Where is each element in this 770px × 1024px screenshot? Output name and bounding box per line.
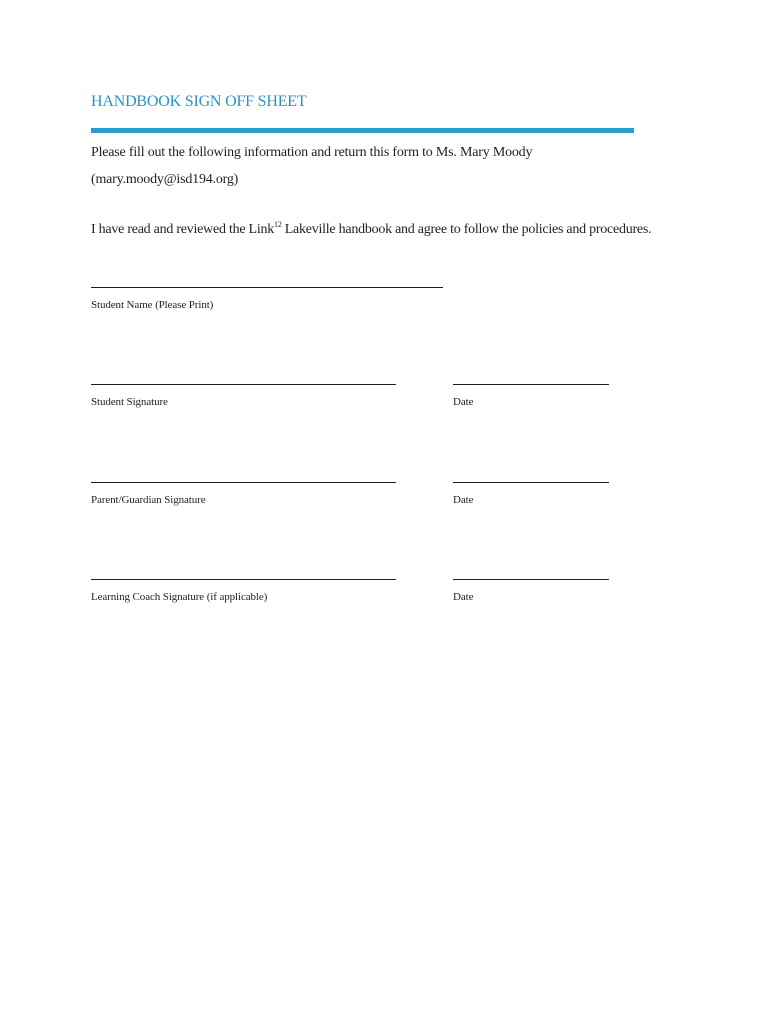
student-signature-line[interactable] bbox=[91, 384, 396, 385]
title-divider bbox=[91, 128, 634, 133]
coach-signature-label: Learning Coach Signature (if applicable) bbox=[91, 591, 268, 603]
instructions-line-1: Please fill out the following information and return this form to Ms. Mary Moody bbox=[91, 145, 533, 160]
coach-date-line[interactable] bbox=[453, 579, 609, 580]
coach-date-label: Date bbox=[453, 591, 474, 603]
agreement-superscript: 12 bbox=[274, 220, 282, 229]
student-date-label: Date bbox=[453, 396, 474, 408]
agreement-statement bbox=[91, 222, 651, 238]
page-title: HANDBOOK SIGN OFF SHEET bbox=[91, 93, 307, 110]
agreement-text-end: Lakeville handbook and agree to follow the policies and procedures. bbox=[281, 222, 652, 237]
student-signature-label: Student Signature bbox=[91, 396, 168, 408]
student-name-label: Student Name (Please Print) bbox=[91, 299, 214, 311]
parent-signature-line[interactable] bbox=[91, 482, 396, 483]
student-name-line[interactable] bbox=[91, 287, 443, 288]
contact-email: (mary.moody@isd194.org) bbox=[91, 172, 239, 187]
parent-date-label: Date bbox=[453, 494, 474, 506]
coach-signature-line[interactable] bbox=[91, 579, 396, 580]
parent-date-line[interactable] bbox=[453, 482, 609, 483]
agreement-text-start: I have read and reviewed the Link bbox=[91, 222, 274, 237]
student-date-line[interactable] bbox=[453, 384, 609, 385]
parent-signature-label: Parent/Guardian Signature bbox=[91, 494, 206, 506]
